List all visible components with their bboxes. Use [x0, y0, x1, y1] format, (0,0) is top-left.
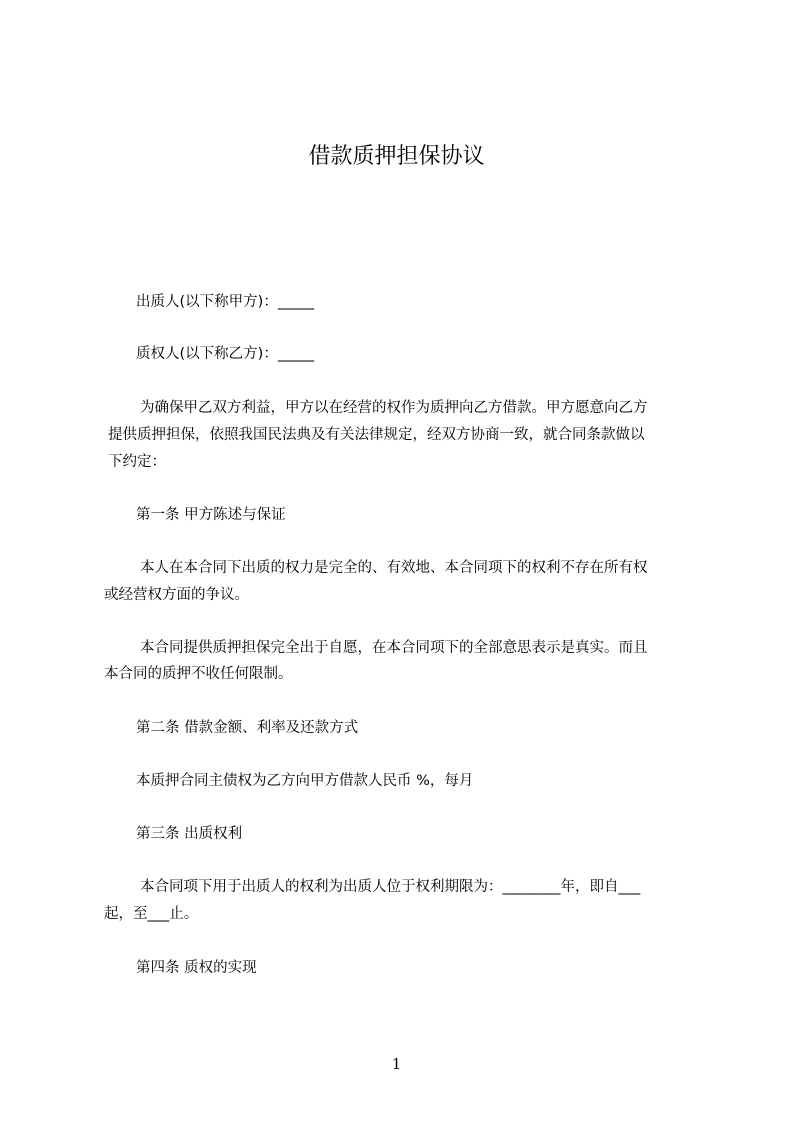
article-3-heading: 第三条 出质权利 — [136, 826, 243, 842]
article-2-heading: 第二条 借款金额、利率及还款方式 — [136, 720, 359, 736]
pledgee-line: 质权人(以下称乙方)：_____ — [136, 346, 315, 362]
article-3-paragraph-line-1: 本合同项下用于出质人的权利为出质人位于权利期限为：________年，即自___ — [140, 879, 641, 895]
article-1-paragraph-1-line-2: 或经营权方面的争议。 — [104, 587, 249, 603]
intro-paragraph-line-2: 提供质押担保，依照我国民法典及有关法律规定，经双方协商一致，就合同条款做以 — [108, 427, 645, 443]
page-number: 1 — [391, 1055, 402, 1073]
article-1-paragraph-1-line-1: 本人在本合同下出质的权力是完全的、有效地、本合同项下的权利不存在所有权 — [140, 560, 648, 576]
article-1-heading: 第一条 甲方陈述与保证 — [136, 507, 286, 523]
intro-paragraph-line-3: 下约定： — [108, 454, 166, 470]
article-2-paragraph: 本质押合同主债权为乙方向甲方借款人民币 %，每月 — [136, 773, 474, 789]
article-4-heading: 第四条 质权的实现 — [136, 960, 257, 976]
article-1-paragraph-2-line-2: 本合同的质押不收任何限制。 — [104, 666, 293, 682]
article-1-paragraph-2-line-1: 本合同提供质押担保完全出于自愿，在本合同项下的全部意思表示是真实。而且 — [140, 640, 648, 656]
intro-paragraph-line-1: 为确保甲乙双方利益，甲方以在经营的权作为质押向乙方借款。甲方愿意向乙方 — [140, 400, 648, 416]
pledgor-line: 出质人(以下称甲方)：_____ — [136, 294, 315, 310]
document-title: 借款质押担保协议 — [308, 144, 485, 169]
article-3-paragraph-line-2: 起，至___止。 — [104, 906, 199, 922]
